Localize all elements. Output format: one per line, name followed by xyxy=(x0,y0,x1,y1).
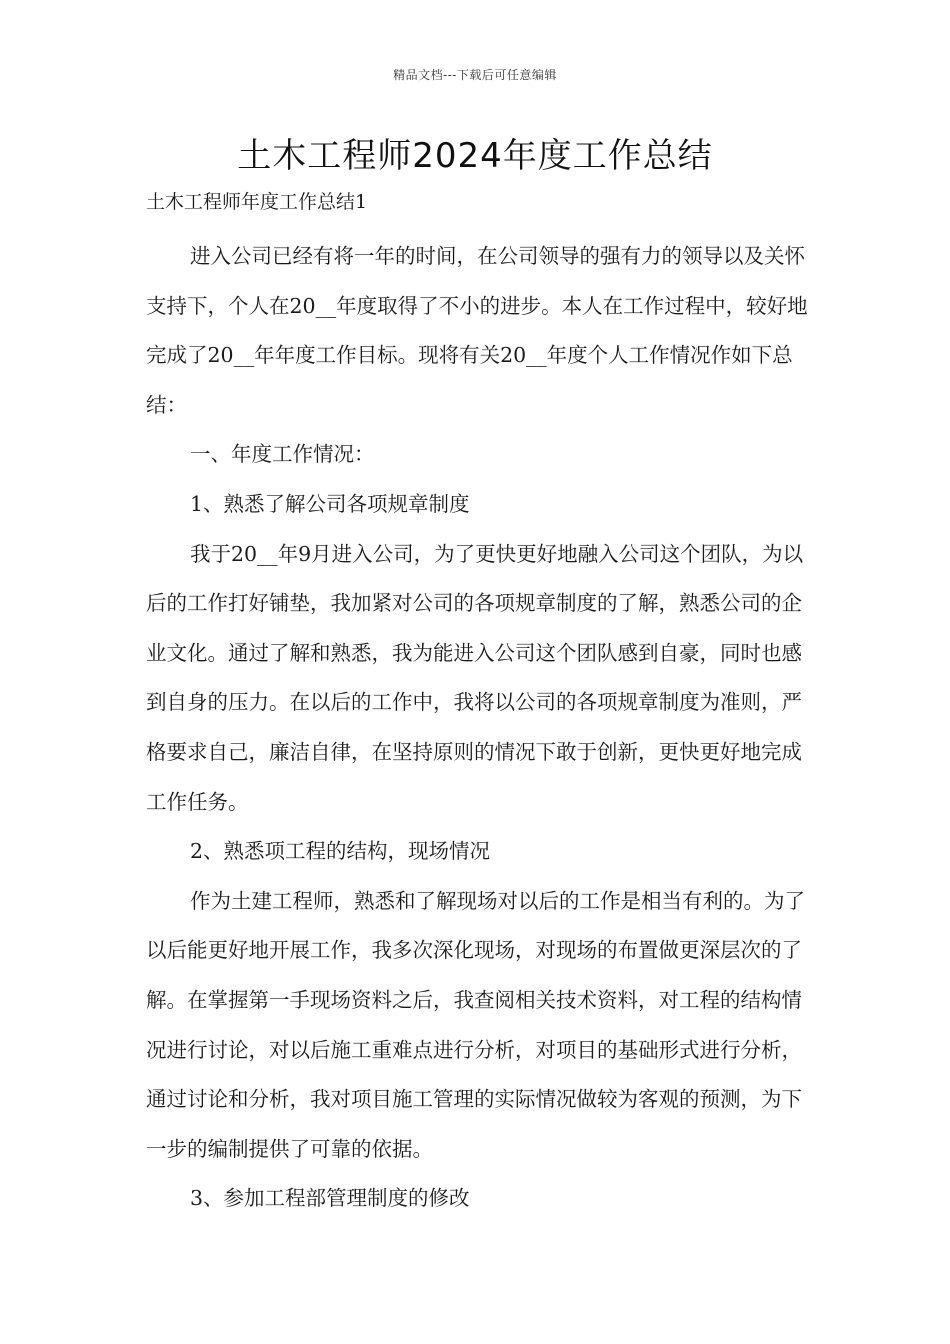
item-heading-1: 1、熟悉了解公司各项规章制度 xyxy=(190,491,470,516)
paragraph-item-2: 作为土建工程师，熟悉和了解现场对以后的工作是相当有利的。为了以后能更好地开展工作，我多次深化现场，对现场的布置做更深层次的了解。在掌握第一手现场资料之后，我查阅相关技术资料，对工程的结构情况进行讨论，对以后施工重难点进行分析，对项目的基础形式进行分析，通过讨论和分析，我对项目施工管理的实际情况做较为客观的预测，为下一步的编制提供了可靠的依据。 xyxy=(146,888,805,1161)
document-body xyxy=(146,232,816,1224)
document-subtitle: 土木工程师年度工作总结1 xyxy=(146,191,368,213)
header-note: 精品文档---下载后可任意编辑 xyxy=(393,68,557,82)
paragraph-intro: 进入公司已经有将一年的时间，在公司领导的强有力的领导以及关怀支持下，个人在20__年度取得了不小的进步。本人在工作过程中，较好地完成了20__年年度工作目标。现将有关20__年度个人工作情况作如下总结： xyxy=(146,244,808,417)
paragraph-item-1: 我于20__年9月进入公司，为了更快更好地融入公司这个团队，为以后的工作打好铺垫，我加紧对公司的各项规章制度的了解，熟悉公司的企业文化。通过了解和熟悉，我为能进入公司这个团队感到自豪，同时也感到自身的压力。在以后的工作中，我将以公司的各项规章制度为准则，严格要求自己，廉洁自律，在坚持原则的情况下敢于创新，更快更好地完成工作任务。 xyxy=(146,541,804,814)
item-heading-3: 3、参加工程部管理制度的修改 xyxy=(190,1186,470,1211)
item-heading-2: 2、熟悉项工程的结构，现场情况 xyxy=(190,839,491,864)
section-heading-annual-work: 一、年度工作情况： xyxy=(190,442,375,467)
document-title: 土木工程师2024年度工作总结 xyxy=(237,136,713,176)
